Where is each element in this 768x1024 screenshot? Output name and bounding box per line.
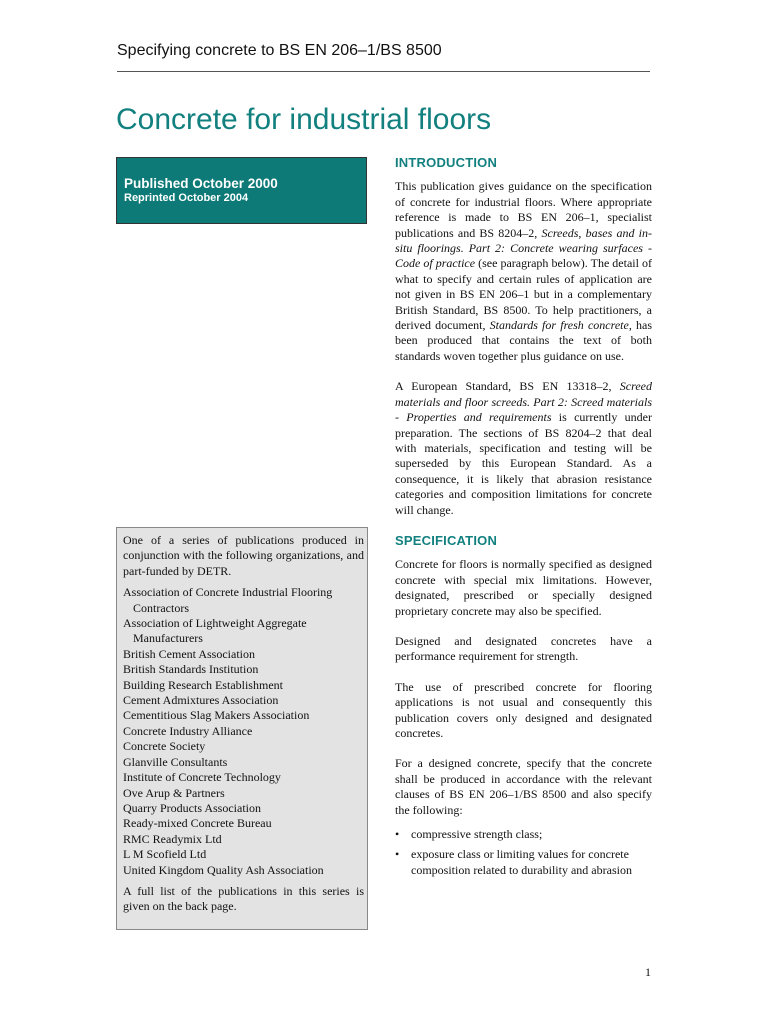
publication-info-box	[116, 157, 367, 224]
organization-item: Concrete Industry Alliance	[123, 723, 253, 738]
specification-bullet-list	[395, 827, 652, 878]
organization-item: Ready-mixed Concrete Bureau	[123, 816, 272, 831]
cited-document-title: Standards for fresh concrete	[489, 318, 629, 333]
header-rule	[117, 71, 650, 72]
reprinted-date: Reprinted October 2004	[124, 192, 249, 204]
specification-paragraph-4: For a designed concrete, specify that the concrete shall be produced in accordance with the relevant clauses of BS EN 206–1/BS 8500 and also specify the following:	[395, 756, 652, 817]
introduction-paragraph-1: This publication gives guidance on the specification of concrete for industrial floors. Where appropriate reference is made to BS EN 206–1, specialist publications and BS 8204–2, Screeds, bases and in-situ floorings. Part 2: Concrete wearing surfaces - Code of practice (see paragraph below). The detail of what to specify and certain rules of application are not given in BS EN 206–1 but in a complementary British Standard, BS 8500. To help practitioners, a derived document, Standards for fresh concrete, has been produced that contains the text of both standards woven together plus guidance on use.	[395, 179, 652, 363]
organization-item: Building Research Establishment	[123, 677, 283, 692]
introduction-heading: INTRODUCTION	[395, 155, 498, 170]
series-footer-note: A full list of the publications in this series is given on the back page.	[123, 883, 364, 914]
bullet-item: • compressive strength class;	[395, 827, 652, 842]
bullet-item: • exposure class or limiting values for concrete composition related to durability and abrasion	[395, 847, 652, 878]
page-number: 1	[645, 965, 651, 979]
running-header-title: Specifying concrete to BS EN 206–1/BS 8500	[117, 42, 442, 59]
organization-item: Cementitious Slag Makers Association	[123, 708, 310, 723]
organization-item: L M Scofield Ltd	[123, 847, 207, 862]
cited-standard-title: Screed materials and floor screeds. Part 2: Screed materials - Properties and requirements	[395, 379, 652, 425]
published-date: Published October 2000	[124, 176, 278, 191]
cited-standard-title: Screeds, bases and in-situ floorings. Part 2: Concrete wearing surfaces - Code of practice	[395, 225, 652, 271]
organization-list	[123, 585, 364, 878]
introduction-paragraph-2: A European Standard, BS EN 13318–2, Screed materials and floor screeds. Part 2: Screed materials - Properties and requirements is currently under preparation. The sections of BS 8204–2 that deal with materials, specification and testing will be superseded by this European Standard. As a consequence, it is likely that abrasion resistance categories and composition limitations for concrete will change.	[395, 379, 652, 517]
organization-item: Ove Arup & Partners	[123, 785, 225, 800]
organization-item: Association of Lightweight Aggregate Manufacturers	[123, 616, 307, 646]
document-title: Concrete for industrial floors	[116, 103, 492, 136]
organization-item: United Kingdom Quality Ash Association	[123, 862, 324, 877]
main-text-column	[395, 155, 652, 883]
specification-paragraph-1: Concrete for floors is normally specified as designed concrete with special mix limitations. However, designated, prescribed or specially designed proprietary concrete may also be specified.	[395, 557, 652, 618]
organization-item: RMC Readymix Ltd	[123, 831, 222, 846]
series-info-box	[116, 527, 368, 930]
specification-paragraph-3: The use of prescribed concrete for flooring applications is not usual and consequently this publication covers only designed and designated concretes.	[395, 679, 652, 740]
series-intro: One of a series of publications produced in conjunction with the following organizations, and part-funded by DETR.	[123, 533, 364, 578]
specification-heading: SPECIFICATION	[395, 532, 498, 548]
organization-item: British Standards Institution	[123, 662, 259, 677]
organization-item: Association of Concrete Industrial Flooring Contractors	[123, 585, 333, 615]
organization-item: Quarry Products Association	[123, 800, 261, 815]
organization-item: Concrete Society	[123, 739, 206, 754]
organization-item: Glanville Consultants	[123, 754, 228, 769]
specification-paragraph-2: Designed and designated concretes have a performance requirement for strength.	[395, 633, 652, 664]
organization-item: Institute of Concrete Technology	[123, 770, 281, 785]
organization-item: British Cement Association	[123, 646, 255, 661]
organization-item: Cement Admixtures Association	[123, 693, 279, 708]
